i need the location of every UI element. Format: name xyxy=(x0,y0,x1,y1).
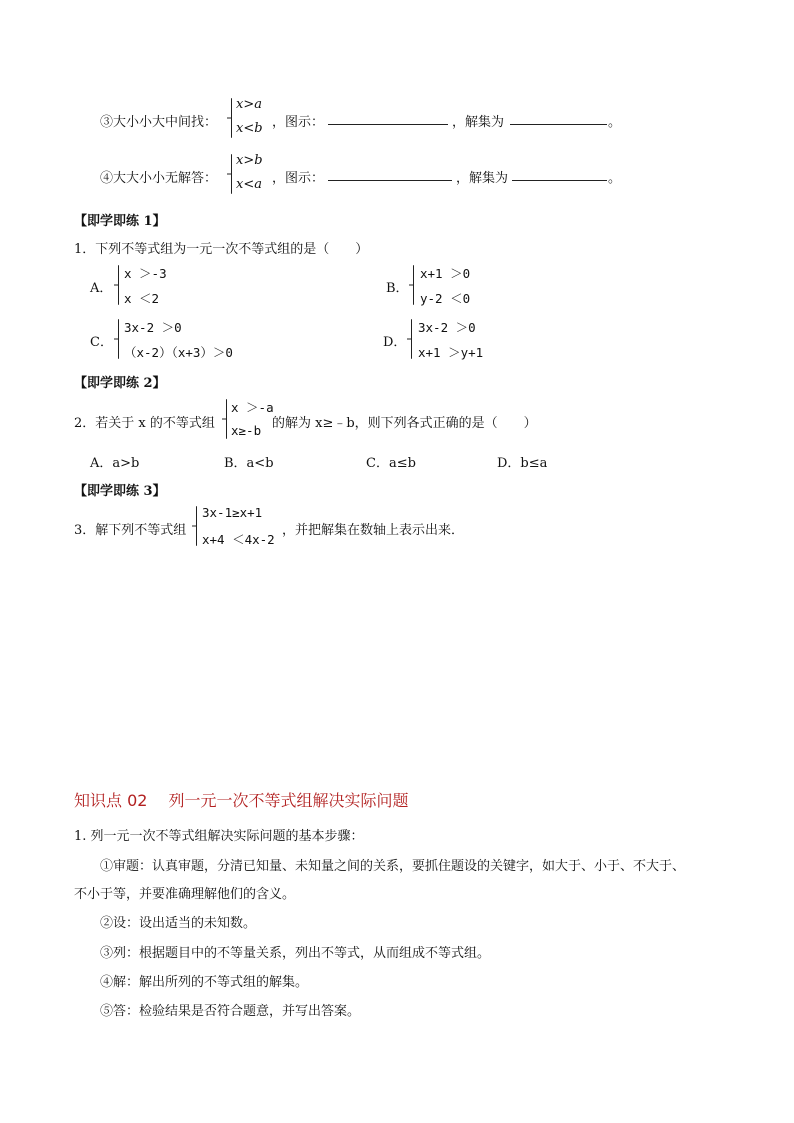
rule3-end: 。 xyxy=(608,115,622,130)
rule4-jie: ，解集为 xyxy=(456,171,509,186)
steps-intro: 1. 列一元一次不等式组解决实际问题的基本步骤： xyxy=(74,829,364,844)
practice3-question-post: ，并把解集在数轴上表示出来． xyxy=(282,523,465,538)
practice2-question-post: 的解为 x≥﹣b，则下列各式正确的是（ ） xyxy=(272,416,537,431)
practice3-line2: x+4 ＜4x-2 xyxy=(202,532,275,547)
option-a-brace xyxy=(118,265,119,305)
option-c-label[interactable]: C． xyxy=(90,335,113,350)
rule3-label: ③大小小大中间找： xyxy=(100,115,218,130)
practice2-option-b[interactable]: B．a<b xyxy=(224,456,274,471)
option-d-label[interactable]: D． xyxy=(383,335,407,350)
option-c-brace xyxy=(118,319,119,359)
rule3-tu: ，图示： xyxy=(272,115,325,130)
practice3-title: 【即学即练 3】 xyxy=(74,484,166,499)
step-3: ③列：根据题目中的不等量关系，列出不等式，从而组成不等式组。 xyxy=(100,946,491,961)
rule4-label: ④大大小小无解答： xyxy=(100,171,218,186)
rule3-diagram-blank[interactable] xyxy=(328,124,448,125)
practice2-question-pre: 2．若关于 x 的不等式组 xyxy=(74,416,215,431)
practice3-question-pre: 3．解下列不等式组 xyxy=(74,523,187,538)
option-b-line2: y-2 ＜0 xyxy=(420,291,471,306)
rule3-line1: x>a xyxy=(236,97,262,112)
section-heading: 知识点 02 列一元一次不等式组解决实际问题 xyxy=(74,791,409,810)
practice2-brace xyxy=(226,399,227,439)
rule4-end: 。 xyxy=(608,171,622,186)
step-1-line-a: ①审题：认真审题，分清已知量、未知量之间的关系，要抓住题设的关键字，如大于、小于、不大于、 xyxy=(100,859,686,874)
practice2-line2: x≥-b xyxy=(231,423,262,438)
rule3-line2: x<b xyxy=(236,121,263,136)
option-d-line1: 3x-2 ＞0 xyxy=(418,320,476,335)
option-b-brace xyxy=(413,265,414,305)
option-c-line2: （x-2）（x+3）＞0 xyxy=(124,345,233,360)
option-b-line1: x+1 ＞0 xyxy=(420,266,471,281)
rule4-brace xyxy=(231,154,232,194)
practice1-title: 【即学即练 1】 xyxy=(74,214,166,229)
practice2-option-d[interactable]: D．b≤a xyxy=(497,456,548,471)
step-5: ⑤答：检验结果是否符合题意，并写出答案。 xyxy=(100,1004,361,1019)
step-2: ②设：设出适当的未知数。 xyxy=(100,916,257,931)
rule3-solution-blank[interactable] xyxy=(510,124,607,125)
step-4: ④解：解出所列的不等式组的解集。 xyxy=(100,975,309,990)
practice1-question: 1．下列不等式组为一元一次不等式组的是（ ） xyxy=(74,242,369,257)
rule3-jie: ，解集为 xyxy=(452,115,505,130)
rule4-diagram-blank[interactable] xyxy=(328,180,452,181)
option-d-line2: x+1 ＞y+1 xyxy=(418,345,484,360)
rule3-brace xyxy=(231,98,232,138)
practice2-title: 【即学即练 2】 xyxy=(74,376,166,391)
rule4-line1: x>b xyxy=(236,153,263,168)
rule4-line2: x<a xyxy=(236,177,262,192)
practice3-line1: 3x-1≥x+1 xyxy=(202,505,263,520)
practice2-option-c[interactable]: C．a≤b xyxy=(366,456,416,471)
step-1-line-b: 不小于等，并要准确理解他们的含义。 xyxy=(74,887,296,902)
practice2-option-a[interactable]: A．a>b xyxy=(90,456,140,471)
rule4-solution-blank[interactable] xyxy=(512,180,607,181)
option-a-line2: x ＜2 xyxy=(124,291,160,306)
rule4-tu: ，图示： xyxy=(272,171,325,186)
option-b-label[interactable]: B． xyxy=(386,281,409,296)
option-d-brace xyxy=(411,319,412,359)
option-a-line1: x ＞-3 xyxy=(124,266,167,281)
practice3-brace xyxy=(196,506,197,546)
practice2-line1: x ＞-a xyxy=(231,400,274,415)
option-c-line1: 3x-2 ＞0 xyxy=(124,320,182,335)
option-a-label[interactable]: A． xyxy=(90,281,113,296)
